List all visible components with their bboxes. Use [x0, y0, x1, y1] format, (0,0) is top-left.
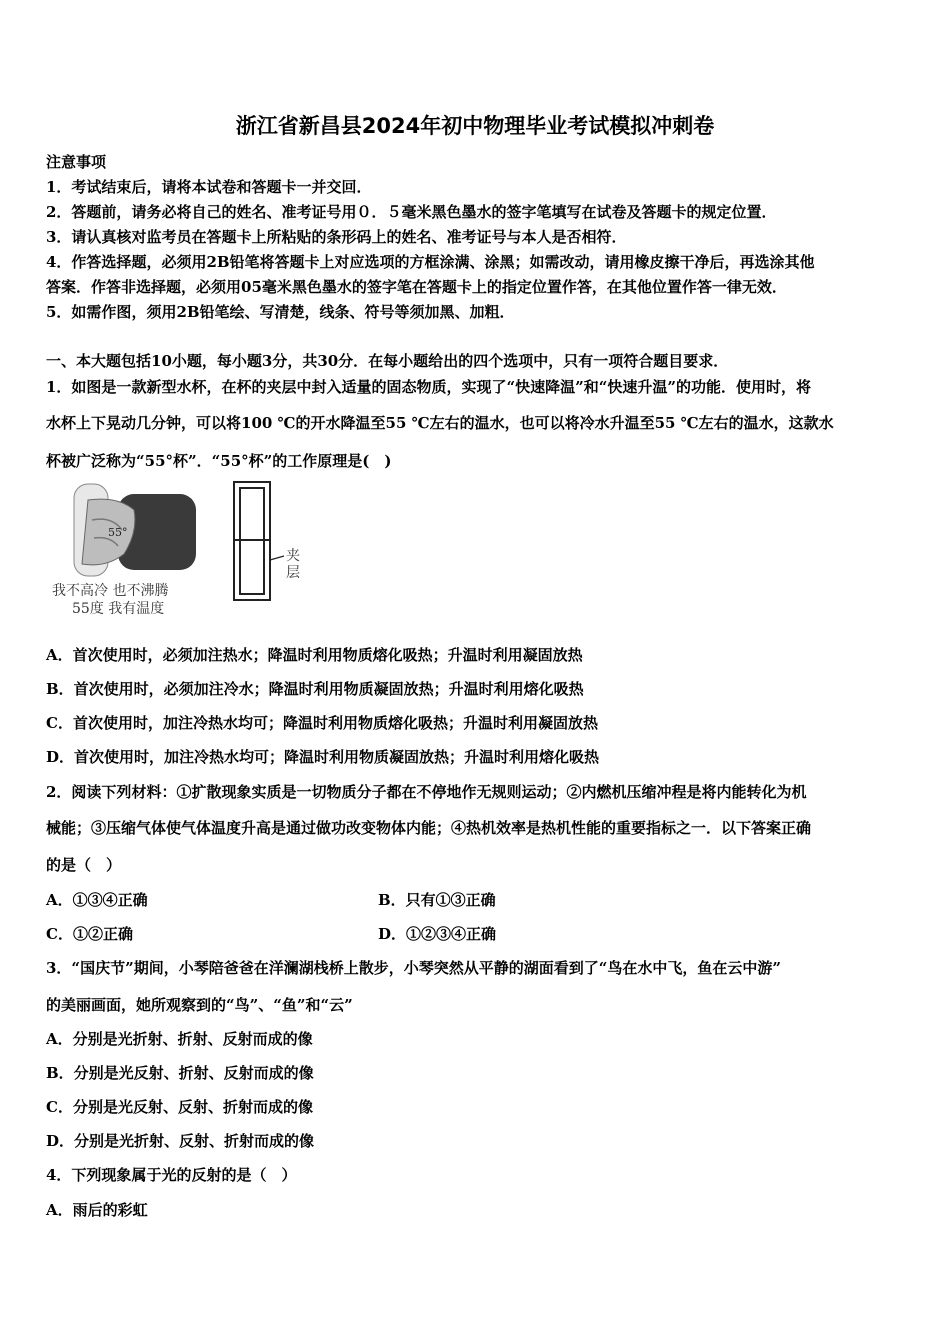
question-1-option: B．首次使用时，必须加注冷水；降温时利用物质凝固放热；升温时利用熔化吸热 [46, 680, 584, 698]
cup-marking: 55° [108, 526, 128, 539]
question-4-option: A．雨后的彩虹 [46, 1201, 148, 1219]
question-3-option: D．分别是光折射、反射、折射而成的像 [46, 1132, 315, 1150]
question-3-option: B．分别是光反射、折射、反射而成的像 [46, 1064, 314, 1082]
photo-caption: 55度 我有温度 [72, 601, 165, 617]
notice-item: 5．如需作图，须用2B铅笔绘、写清楚，线条、符号等须加黑、加粗． [46, 303, 515, 321]
question-2-text: 的是（ ） [46, 856, 122, 874]
question-4-text: 4．下列现象属于光的反射的是（ ） [46, 1166, 297, 1184]
notice-heading: 注意事项 [46, 153, 107, 171]
question-3-option: C．分别是光反射、反射、折射而成的像 [46, 1098, 313, 1116]
diagram-label: 夹 [286, 548, 300, 564]
question-1-figure [48, 480, 318, 630]
question-1-option: D．首次使用时，加注冷热水均可；降温时利用物质凝固放热；升温时利用熔化吸热 [46, 748, 600, 766]
page-title: 浙江省新昌县2024年初中物理毕业考试模拟冲刺卷 [235, 114, 715, 138]
question-2-text: 械能；③压缩气体使气体温度升高是通过做功改变物体内能；④热机效率是热机性能的重要指标之一．以下答案正确 [46, 819, 812, 837]
question-1-text: 1．如图是一款新型水杯，在杯的夹层中封入适量的固态物质，实现了“快速降温”和“快速升温”的功能．使用时，将 [46, 378, 811, 396]
question-1-text: 杯被广泛称为“55°杯”．“55°杯”的工作原理是( ) [46, 452, 392, 470]
question-2-option: D．①②③④正确 [378, 925, 497, 943]
question-1-text: 水杯上下晃动几分钟，可以将100 ℃的开水降温至55 ℃左右的温水，也可以将冷水升温至55 ℃左右的温水，这款水 [46, 414, 834, 432]
question-1-option: C．首次使用时，加注冷热水均可；降温时利用物质熔化吸热；升温时利用凝固放热 [46, 714, 598, 732]
question-2-option: B．只有①③正确 [378, 891, 496, 909]
question-3-option: A．分别是光折射、折射、反射而成的像 [46, 1030, 313, 1048]
question-1-option: A．首次使用时，必须加注热水；降温时利用物质熔化吸热；升温时利用凝固放热 [46, 646, 583, 664]
question-3-text: 3．“国庆节”期间，小琴陪爸爸在洋澜湖栈桥上散步，小琴突然从平静的湖面看到了“鸟在水中飞，鱼在云中游” [46, 959, 781, 977]
section-header: 一、本大题包括10小题，每小题3分，共30分．在每小题给出的四个选项中，只有一项符合题目要求． [46, 352, 729, 370]
question-2-text: 2．阅读下列材料：①扩散现象实质是一切物质分子都在不停地作无规则运动；②内燃机压缩冲程是将内能转化为机 [46, 783, 807, 801]
question-2-option: A．①③④正确 [46, 891, 148, 909]
notice-item: 1．考试结束后，请将本试卷和答题卡一并交回． [46, 178, 372, 196]
notice-item: 答案．作答非选择题，必须用05毫米黑色墨水的签字笔在答题卡上的指定位置作答，在其他位置作答一律无效． [46, 278, 787, 296]
notice-item: 4．作答选择题，必须用2B铅笔将答题卡上对应选项的方框涂满、涂黑；如需改动，请用橡皮擦干净后，再选涂其他 [46, 253, 815, 271]
notice-item: 2．答题前，请务必将自己的姓名、准考证号用０．５毫米黑色墨水的签字笔填写在试卷及答题卡的规定位置． [46, 203, 777, 221]
cup-diagram [234, 482, 284, 600]
notice-item: 3．请认真核对监考员在答题卡上所粘贴的条形码上的姓名、准考证号与本人是否相符． [46, 228, 627, 246]
photo-caption: 我不高冷 也不沸腾 [52, 583, 169, 599]
question-3-text: 的美丽画面，她所观察到的“鸟”、“鱼”和“云” [46, 996, 353, 1014]
diagram-label: 层 [286, 565, 300, 581]
question-2-option: C．①②正确 [46, 925, 133, 943]
cup-photo [74, 484, 196, 576]
